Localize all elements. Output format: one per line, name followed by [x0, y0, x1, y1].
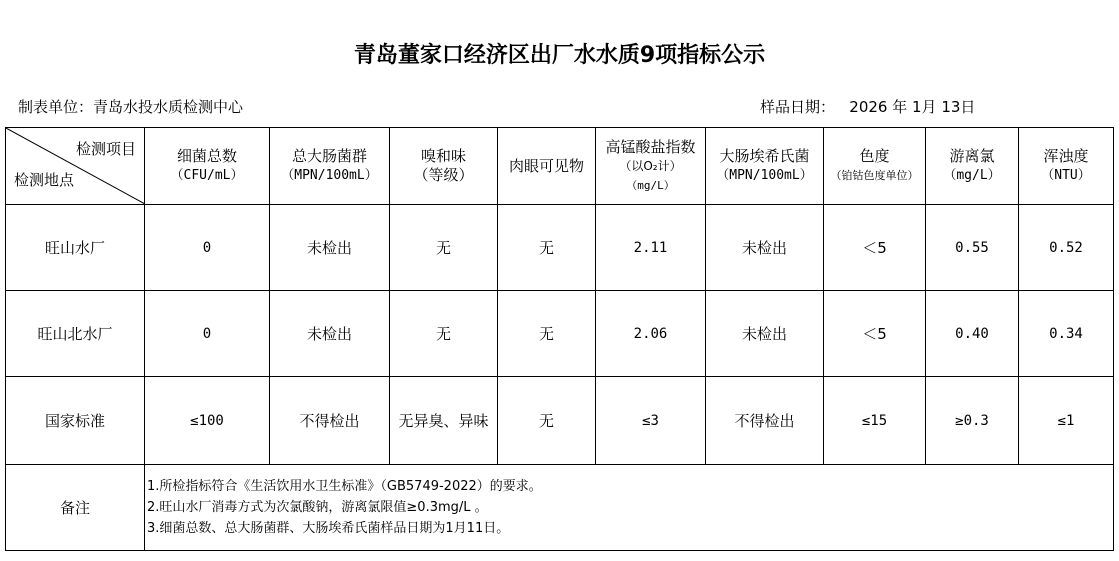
value-cell: 0.40	[926, 291, 1019, 377]
value-cell: ＜5	[824, 291, 926, 377]
value-cell: 无异臭、异味	[390, 377, 498, 465]
sample-date: 样品日期： 2026 年 1月 13日	[760, 98, 976, 116]
location-cell: 旺山北水厂	[6, 291, 145, 377]
table-row	[6, 291, 1114, 377]
remark-line: 1.所检指标符合《生活饮用水卫生标准》（GB5749-2022）的要求。	[147, 479, 542, 494]
column-header: 浑浊度 （NTU）	[1019, 128, 1114, 205]
remarks-row	[6, 465, 1114, 551]
value-cell: 0	[145, 205, 270, 291]
value-cell: 未检出	[270, 205, 390, 291]
column-header: 肉眼可见物	[498, 128, 596, 205]
corner-header-cell	[6, 128, 145, 205]
value-cell: 0.55	[926, 205, 1019, 291]
value-cell: ＜5	[824, 205, 926, 291]
value-cell: 0	[145, 291, 270, 377]
value-cell: 未检出	[706, 205, 824, 291]
table-row-standard	[6, 377, 1114, 465]
value-cell: ≤3	[596, 377, 706, 465]
value-cell: 0.52	[1019, 205, 1114, 291]
corner-header-locations: 检测地点	[14, 171, 75, 189]
column-header: 总大肠菌群 （MPN/100mL）	[270, 128, 390, 205]
column-header: 色度 （铂钴色度单位）	[824, 128, 926, 205]
issuing-unit: 制表单位：青岛水投水质检测中心	[18, 98, 244, 116]
page-title: 青岛董家口经济区出厂水水质9项指标公示	[353, 43, 766, 68]
table-header-row	[6, 128, 1114, 205]
value-cell: 0.34	[1019, 291, 1114, 377]
corner-header-items: 检测项目	[75, 140, 136, 158]
value-cell: 未检出	[706, 291, 824, 377]
value-cell: 无	[498, 377, 596, 465]
value-cell: ≤15	[824, 377, 926, 465]
remark-line: 2.旺山水厂消毒方式为次氯酸钠，游离氯限值≥0.3mg/L 。	[147, 500, 488, 515]
remarks-content	[145, 465, 1114, 551]
column-header: 嗅和味 （等级）	[390, 128, 498, 205]
location-cell: 国家标准	[6, 377, 145, 465]
location-cell: 旺山水厂	[6, 205, 145, 291]
value-cell: 未检出	[270, 291, 390, 377]
value-cell: 无	[498, 205, 596, 291]
value-cell: 无	[390, 205, 498, 291]
value-cell: 不得检出	[270, 377, 390, 465]
value-cell: 2.06	[596, 291, 706, 377]
value-cell: 无	[390, 291, 498, 377]
water-quality-table	[5, 127, 1114, 551]
column-header: 大肠埃希氏菌 （MPN/100mL）	[706, 128, 824, 205]
remark-line: 3.细菌总数、总大肠菌群、大肠埃希氏菌样品日期为1月11日。	[147, 521, 510, 536]
value-cell: 2.11	[596, 205, 706, 291]
remarks-label: 备注	[6, 465, 145, 551]
column-header: 高锰酸盐指数 （以O₂计） （mg/L）	[596, 128, 706, 205]
value-cell: ≥0.3	[926, 377, 1019, 465]
table-row	[6, 205, 1114, 291]
value-cell: ≤100	[145, 377, 270, 465]
column-header: 细菌总数 （CFU/mL）	[145, 128, 270, 205]
value-cell: ≤1	[1019, 377, 1114, 465]
column-header: 游离氯 （mg/L）	[926, 128, 1019, 205]
value-cell: 不得检出	[706, 377, 824, 465]
value-cell: 无	[498, 291, 596, 377]
